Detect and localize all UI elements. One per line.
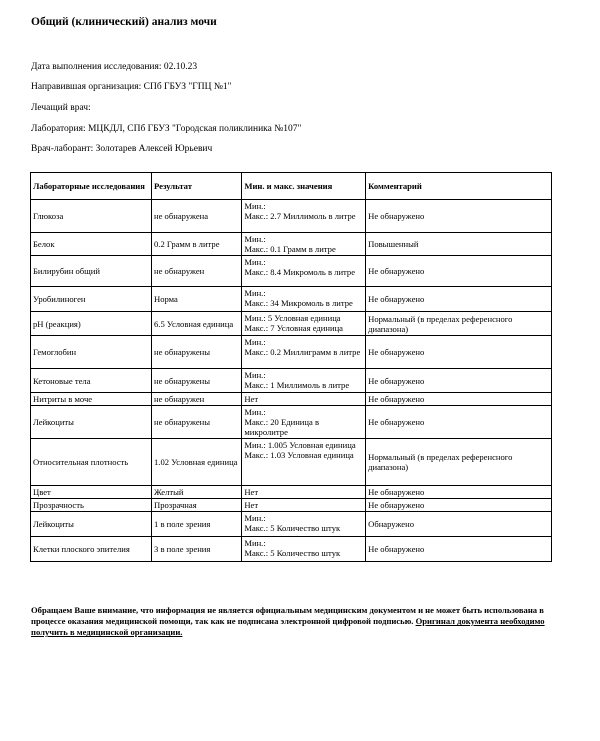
table-row: [31, 537, 552, 562]
reference-range-line: Макс.: 7 Условная единица: [244, 323, 343, 333]
table-row: [31, 256, 552, 287]
test-comment: Нормальный (в пределах референсного диапазона): [366, 312, 552, 336]
test-name: Клетки плоского эпителия: [31, 537, 152, 562]
reference-range-line: Мин.:: [244, 234, 266, 244]
test-name: Кетоновые тела: [31, 369, 152, 393]
test-result: не обнаружены: [152, 369, 242, 393]
reference-range-line: Мин.:: [244, 370, 266, 380]
table-row: [31, 200, 552, 233]
table-row: [31, 499, 552, 512]
reference-range-line: Мин.:: [244, 337, 266, 347]
test-result: Желтый: [152, 486, 242, 499]
reference-range-line: Макс.: 20 Единица в микролитре: [244, 417, 320, 437]
disclaimer-notice: [31, 605, 551, 638]
header-comment: Комментарий: [366, 173, 552, 200]
reference-range: [242, 499, 366, 512]
reference-range-line: Макс.: 5 Количество штук: [244, 523, 341, 533]
header-result: Результат: [152, 173, 242, 200]
disclaimer-text: Обращаем Ваше внимание, что информация не является официальным медицинским документом и не может быть использована в процессе оказания медицинской помощи, так как не подписана электронной цифровой подписью.: [31, 605, 544, 626]
test-result: не обнаружены: [152, 336, 242, 369]
test-name: Уробилиноген: [31, 287, 152, 312]
test-comment: Не обнаружено: [366, 537, 552, 562]
test-result: 0.2 Грамм в литре: [152, 233, 242, 256]
disclaimer-original-note: Оригинал документа необходимо получить в медицинской организации.: [31, 616, 545, 637]
test-comment: Не обнаружено: [366, 393, 552, 406]
referring-organization: Направившая организация: СПб ГБУЗ "ГПЦ №1": [31, 82, 232, 92]
reference-range-line: Макс.: 5 Количество штук: [244, 548, 341, 558]
test-comment: Не обнаружено: [366, 256, 552, 287]
test-name: Белок: [31, 233, 152, 256]
reference-range-line: Нет: [244, 487, 259, 497]
test-name: Гемоглобин: [31, 336, 152, 369]
test-name: Лейкоциты: [31, 406, 152, 439]
table-row: [31, 369, 552, 393]
reference-range: [242, 393, 366, 406]
test-result: 1 в поле зрения: [152, 512, 242, 537]
reference-range: [242, 256, 366, 287]
reference-range: [242, 369, 366, 393]
test-result: 3 в поле зрения: [152, 537, 242, 562]
test-name: Нитриты в моче: [31, 393, 152, 406]
reference-range-line: Мин.:: [244, 257, 266, 267]
test-result: не обнаружены: [152, 406, 242, 439]
test-comment: Не обнаружено: [366, 406, 552, 439]
table-row: [31, 439, 552, 486]
reference-range-line: Мин.:: [244, 407, 266, 417]
page-title: Общий (клинический) анализ мочи: [31, 16, 217, 28]
header-tests: Лабораторные исследования: [31, 173, 152, 200]
test-name: Относительная плотность: [31, 439, 152, 486]
test-comment: Обнаружено: [366, 512, 552, 537]
table-row: [31, 233, 552, 256]
test-name: Лейкоциты: [31, 512, 152, 537]
results-table: [30, 172, 552, 562]
table-row: [31, 312, 552, 336]
test-comment: Не обнаружено: [366, 336, 552, 369]
reference-range: [242, 486, 366, 499]
reference-range: [242, 287, 366, 312]
reference-range-line: Нет: [244, 394, 259, 404]
reference-range-line: Мин.:: [244, 538, 266, 548]
test-name: Цвет: [31, 486, 152, 499]
test-name: Билирубин общий: [31, 256, 152, 287]
table-header-row: [31, 173, 552, 200]
reference-range-line: Макс.: 0.1 Грамм в литре: [244, 244, 336, 254]
reference-range: [242, 537, 366, 562]
test-comment: Повышенный: [366, 233, 552, 256]
table-row: [31, 336, 552, 369]
test-result: 1.02 Условная единица: [152, 439, 242, 486]
reference-range-line: Макс.: 8.4 Микромоль в литре: [244, 267, 356, 277]
test-comment: Нормальный (в пределах референсного диапазона): [366, 439, 552, 486]
reference-range-line: Макс.: 34 Микромоль в литре: [244, 298, 353, 308]
lab-doctor: Врач-лаборант: Золотарев Алексей Юрьевич: [31, 144, 213, 154]
test-result: 6.5 Условная единица: [152, 312, 242, 336]
test-result: Прозрачная: [152, 499, 242, 512]
reference-range-line: Макс.: 2.7 Миллимоль в литре: [244, 211, 356, 221]
reference-range-line: Мин.: 5 Условная единица: [244, 313, 341, 323]
test-name: pH (реакция): [31, 312, 152, 336]
table-row: [31, 287, 552, 312]
test-result: не обнаружен: [152, 256, 242, 287]
execution-date: Дата выполнения исследования: 02.10.23: [31, 62, 198, 72]
table-row: [31, 512, 552, 537]
reference-range: [242, 312, 366, 336]
test-comment: Не обнаружено: [366, 200, 552, 233]
reference-range: [242, 406, 366, 439]
reference-range-line: Макс.: 0.2 Миллиграмм в литре: [244, 347, 361, 357]
reference-range-line: Макс.: 1 Миллимоль в литре: [244, 380, 350, 390]
reference-range-line: Мин.: 1.005 Условная единица: [244, 440, 356, 450]
table-row: [31, 393, 552, 406]
reference-range-line: Мин.:: [244, 288, 266, 298]
table-row: [31, 406, 552, 439]
header-range: Мин. и макс. значения: [242, 173, 366, 200]
laboratory: Лаборатория: МЦКДЛ, СПб ГБУЗ "Городская поликлиника №107": [31, 124, 302, 134]
reference-range: [242, 439, 366, 486]
test-name: Прозрачность: [31, 499, 152, 512]
test-result: не обнаружена: [152, 200, 242, 233]
results-body: [31, 200, 552, 562]
test-comment: Не обнаружено: [366, 499, 552, 512]
test-comment: Не обнаружено: [366, 486, 552, 499]
reference-range-line: Нет: [244, 500, 259, 510]
reference-range: [242, 336, 366, 369]
table-row: [31, 486, 552, 499]
reference-range: [242, 512, 366, 537]
reference-range-line: Мин.:: [244, 201, 266, 211]
test-result: не обнаружен: [152, 393, 242, 406]
test-comment: Не обнаружено: [366, 369, 552, 393]
test-result: Норма: [152, 287, 242, 312]
reference-range-line: Мин.:: [244, 513, 266, 523]
test-name: Глюкоза: [31, 200, 152, 233]
reference-range: [242, 200, 366, 233]
reference-range-line: Макс.: 1.03 Условная единица: [244, 450, 354, 460]
reference-range: [242, 233, 366, 256]
attending-doctor: Лечащий врач:: [31, 103, 91, 113]
test-comment: Не обнаружено: [366, 287, 552, 312]
